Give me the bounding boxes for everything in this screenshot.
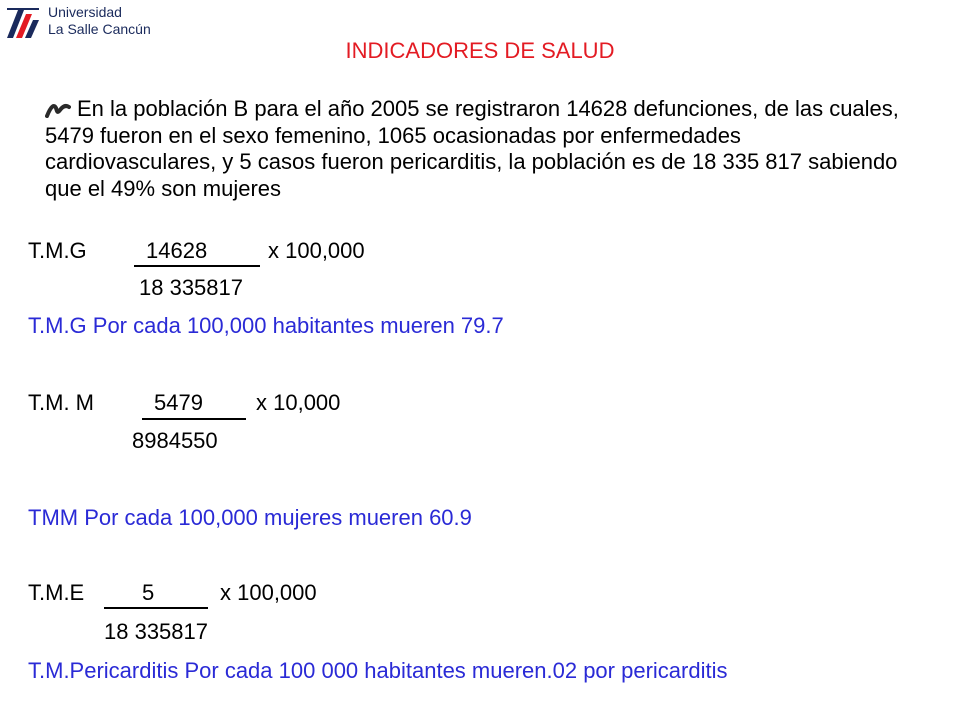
- logo-text: [48, 4, 151, 38]
- page-title: INDICADORES DE SALUD: [345, 38, 615, 63]
- tmg-result: T.M.G Por cada 100,000 habitantes mueren 79.7: [28, 313, 504, 338]
- tmm-multiplier: x 10,000: [256, 390, 341, 415]
- tme-label: T.M.E: [28, 580, 85, 605]
- tmg-multiplier: x 100,000: [268, 238, 365, 263]
- tmg-label: T.M.G: [28, 238, 87, 263]
- tmm-result: TMM Por cada 100,000 mujeres mueren 60.9: [28, 505, 472, 530]
- logo-line-1: Universidad: [48, 4, 122, 20]
- la-salle-logo-icon: [4, 4, 42, 42]
- intro-paragraph: [45, 96, 915, 202]
- tmm-fraction-bar: [142, 418, 246, 420]
- tmg-numerator: 14628: [146, 238, 208, 263]
- tme-result: T.M.Pericarditis Por cada 100 000 habitantes mueren.02 por pericarditis: [28, 658, 728, 683]
- tmg-fraction-bar: [134, 265, 260, 267]
- bullet-swoosh-icon: [45, 102, 71, 118]
- intro-text: En la población B para el año 2005 se registraron 14628 defunciones, de las cuales, 5479 fueron en el sexo femenino, 1065 ocasionadas por enfermedades cardiovasculares, y 5 casos fueron pericarditis, la población es de 18 335 817 sabiendo que el 49% son mujeres: [45, 96, 899, 201]
- logo-line-2: La Salle Cancún: [48, 21, 151, 37]
- tme-multiplier: x 100,000: [220, 580, 317, 605]
- tmm-denominator: 8984550: [132, 428, 218, 453]
- tmm-numerator: 5479: [154, 390, 203, 415]
- tmm-label: T.M. M: [28, 390, 94, 415]
- tme-numerator: 5: [142, 580, 155, 605]
- tme-fraction-bar: [104, 607, 208, 609]
- tmg-denominator: 18 335817: [139, 275, 243, 300]
- tme-denominator: 18 335817: [104, 619, 208, 644]
